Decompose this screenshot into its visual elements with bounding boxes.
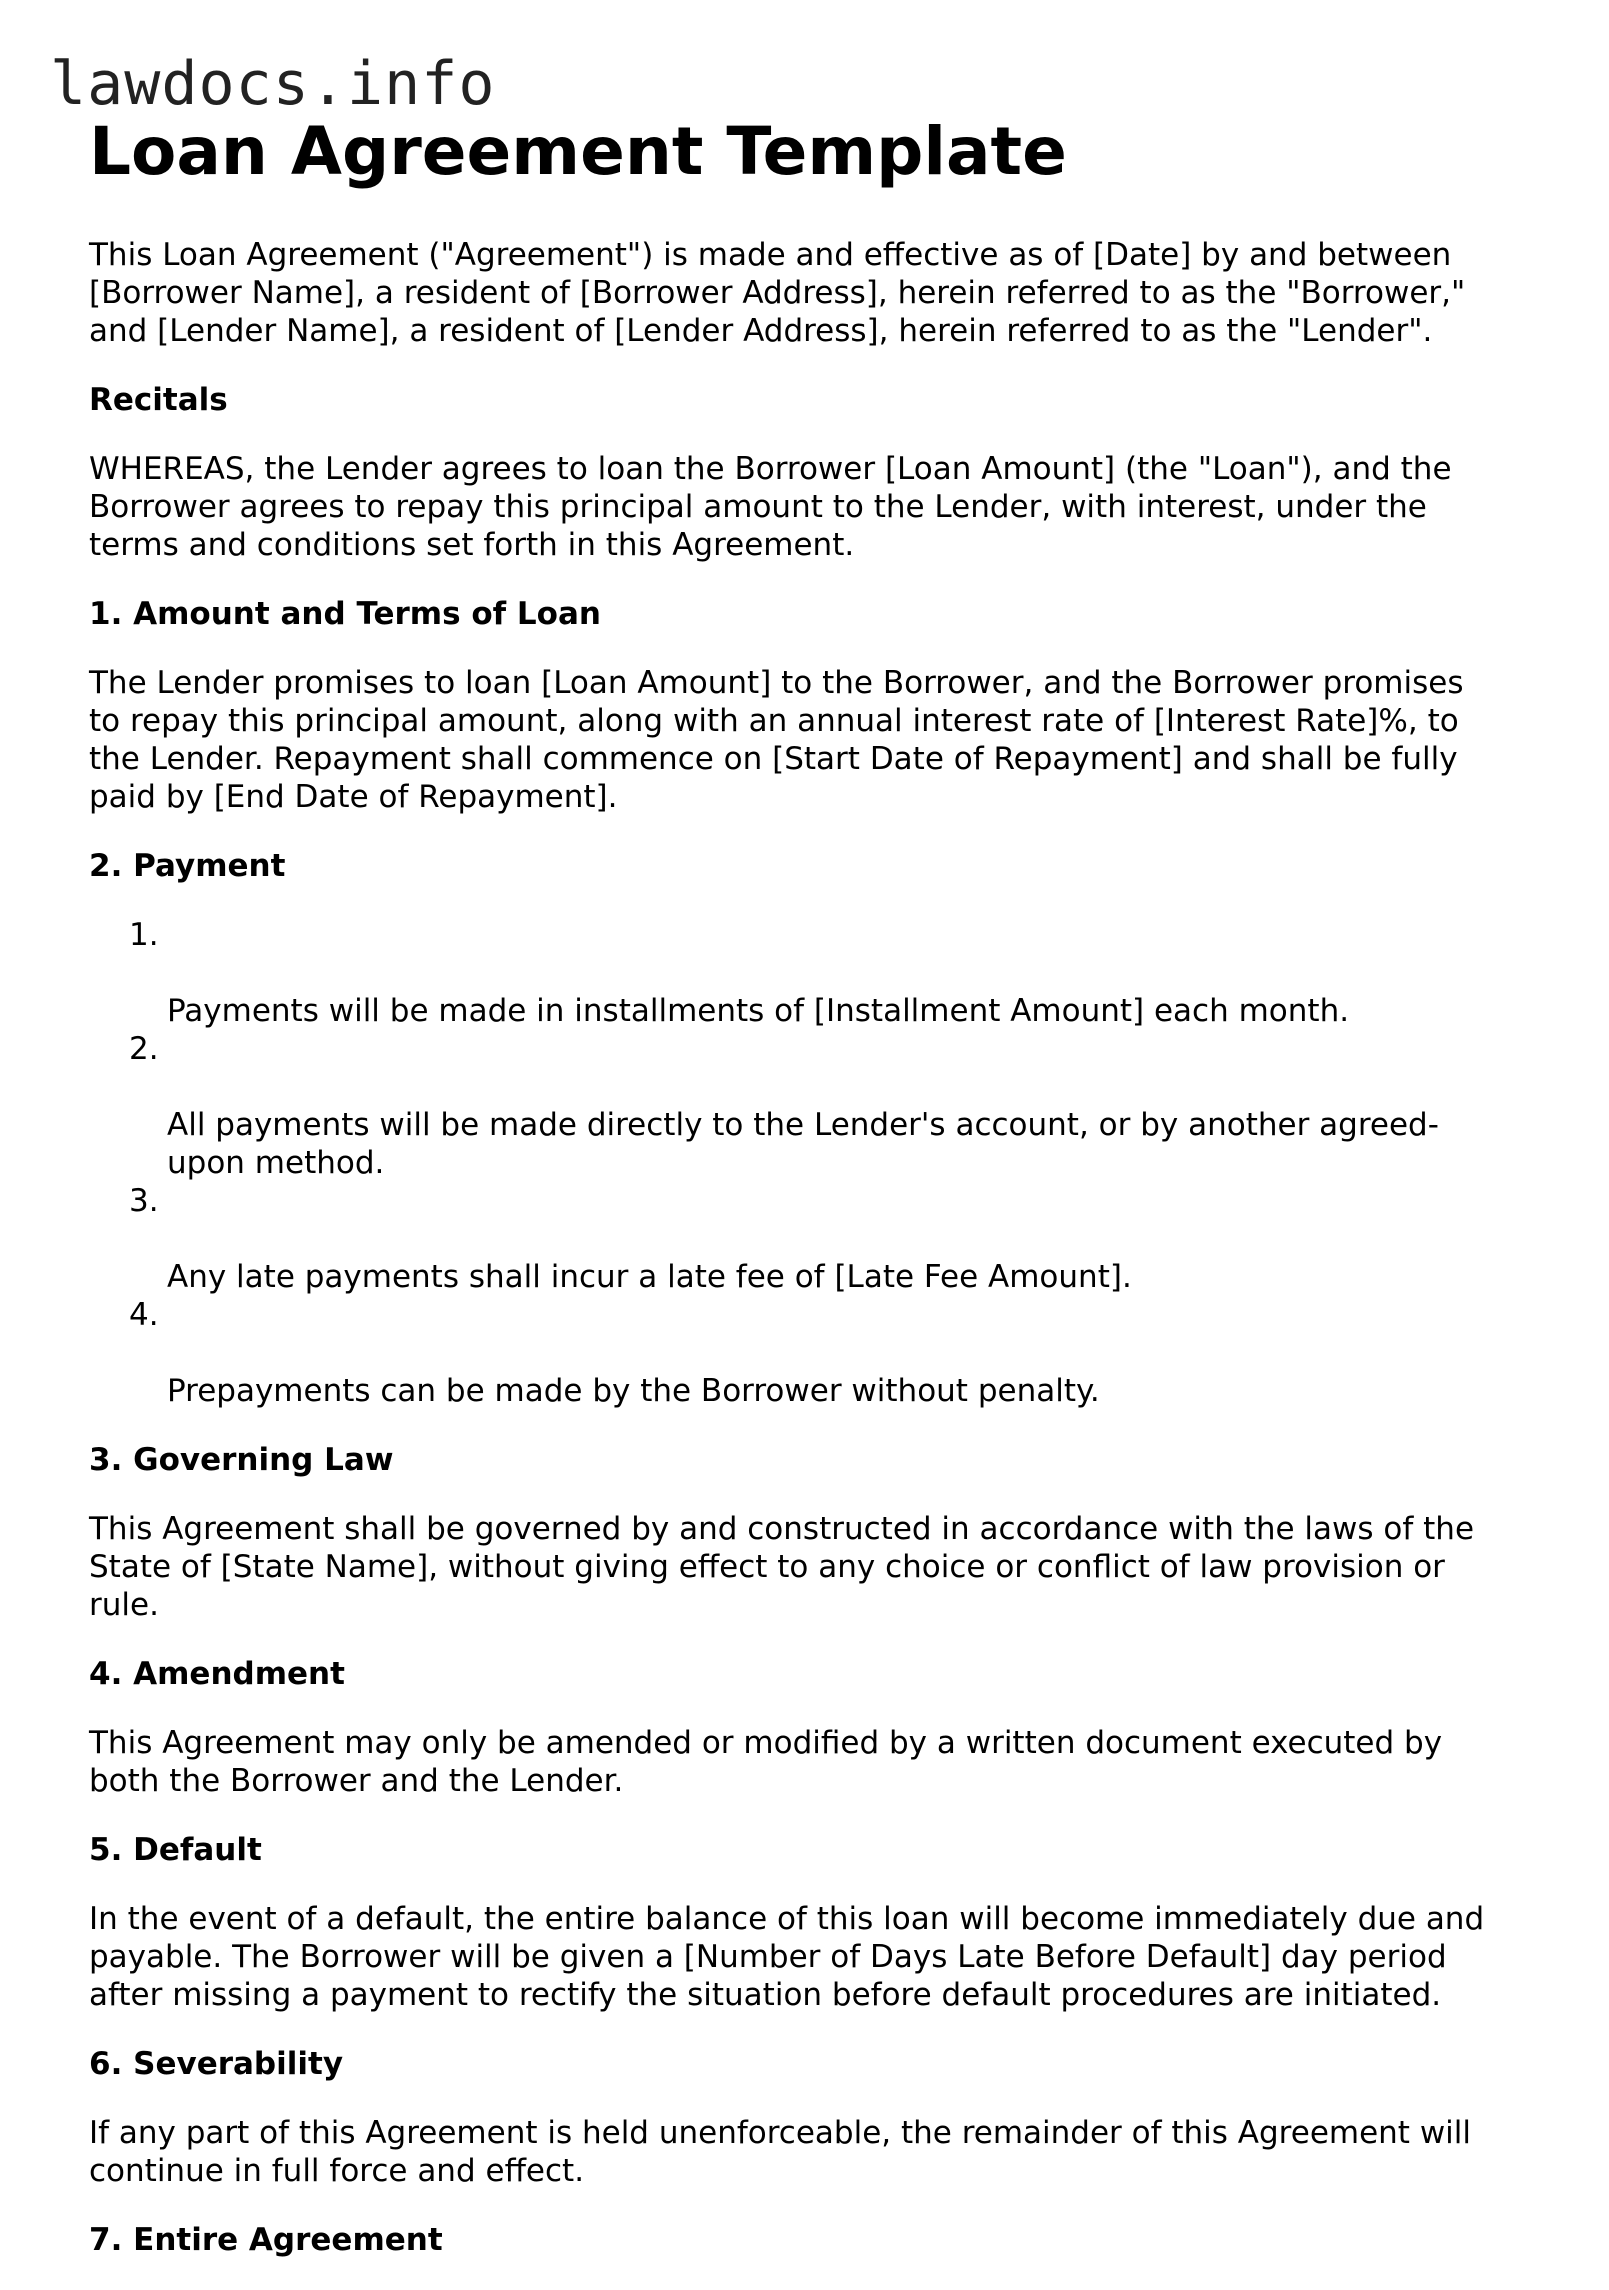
document-title: Loan Agreement Template xyxy=(89,113,1067,190)
section-amendment-heading: 4. Amendment xyxy=(89,1656,345,1692)
document-body xyxy=(89,112,1529,2290)
section-amendment-paragraph: This Agreement may only be amended or modified by a written document executed by both the Borrower and the Lender. xyxy=(89,1725,1443,1799)
list-item-number: 2. xyxy=(129,1031,159,1067)
list-item xyxy=(89,1296,1529,1410)
list-item-number: 3. xyxy=(129,1183,159,1219)
site-watermark: lawdocs.info xyxy=(50,49,496,119)
section-default-paragraph: In the event of a default, the entire balance of this loan will become immediately due and payable. The Borrower will be given a [Number of Days Late Before Default] day period after missing a payment to rectify the situation before default procedures are initiated. xyxy=(89,1901,1485,2013)
section-governing-law-heading: 3. Governing Law xyxy=(89,1442,394,1478)
list-item-text: Prepayments can be made by the Borrower without penalty. xyxy=(167,1373,1100,1409)
payment-list xyxy=(89,916,1529,1410)
section-payment-heading: 2. Payment xyxy=(89,848,286,884)
section-amount-paragraph: The Lender promises to loan [Loan Amount] to the Borrower, and the Borrower promises to repay this principal amount, along with an annual interest rate of [Interest Rate]%, to the Lender. Repayment shall commence on [Start Date of Repayment] and shall be fully paid by [End Date of Repayment]. xyxy=(89,665,1464,815)
recitals-heading: Recitals xyxy=(89,382,228,418)
intro-paragraph: This Loan Agreement ("Agreement") is made and effective as of [Date] by and between [Borrower Name], a resident of [Borrower Address], herein referred to as the "Borrower," and [Lender Name], a resident of [Lender Address], herein referred to as the "Lender". xyxy=(89,237,1466,349)
list-item xyxy=(89,1182,1529,1296)
section-amount-heading: 1. Amount and Terms of Loan xyxy=(89,596,601,632)
section-entire-agreement-heading: 7. Entire Agreement xyxy=(89,2222,443,2258)
recitals-paragraph: WHEREAS, the Lender agrees to loan the Borrower [Loan Amount] (the "Loan"), and the Borrower agrees to repay this principal amount to the Lender, with interest, under the terms and conditions set forth in this Agreement. xyxy=(89,451,1452,563)
list-item-text: All payments will be made directly to the Lender's account, or by another agreed- upon method. xyxy=(167,1107,1439,1181)
list-item xyxy=(89,916,1529,1030)
section-default-heading: 5. Default xyxy=(89,1832,262,1868)
section-severability-paragraph: If any part of this Agreement is held unenforceable, the remainder of this Agreement will continue in full force and effect. xyxy=(89,2115,1472,2189)
list-item-text: Payments will be made in installments of [Installment Amount] each month. xyxy=(167,993,1350,1029)
section-severability-heading: 6. Severability xyxy=(89,2046,344,2082)
list-item-number: 1. xyxy=(129,917,159,953)
list-item xyxy=(89,1030,1529,1182)
list-item-number: 4. xyxy=(129,1297,159,1333)
section-governing-law-paragraph: This Agreement shall be governed by and constructed in accordance with the laws of the State of [State Name], without giving effect to any choice or conflict of law provision or rule. xyxy=(89,1511,1475,1623)
list-item-text: Any late payments shall incur a late fee of [Late Fee Amount]. xyxy=(167,1259,1132,1295)
